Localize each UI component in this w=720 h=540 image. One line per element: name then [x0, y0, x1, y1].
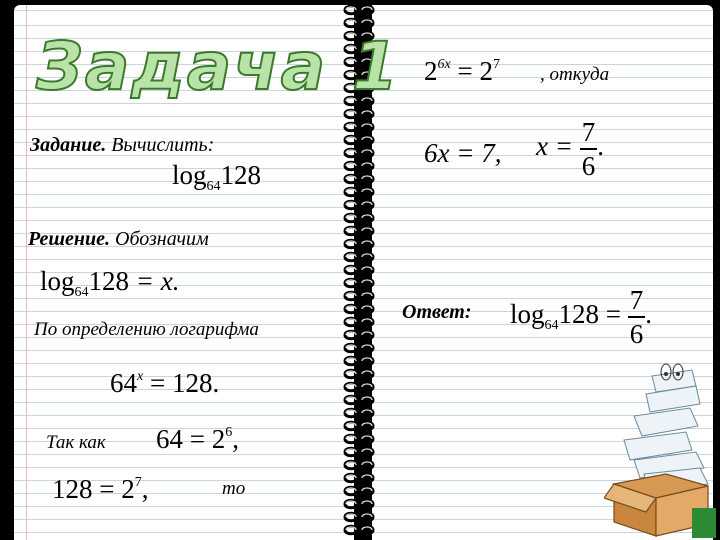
- spiral-ring: [342, 355, 376, 367]
- spiral-ring: [342, 251, 376, 263]
- spiral-ring: [342, 173, 376, 185]
- spiral-ring: [342, 433, 376, 445]
- solution-text: Обозначим: [115, 228, 209, 250]
- spiral-ring: [342, 407, 376, 419]
- spiral-ring: [342, 303, 376, 315]
- x-fraction: $\frac{7}{6}$: [581, 117, 596, 181]
- spiral-ring: [342, 147, 376, 159]
- task-label: Задание.: [30, 134, 107, 156]
- power-equation: 64$^x$ = 128.: [110, 368, 220, 398]
- answer-fraction: $\frac{7}{6}$: [629, 285, 644, 349]
- spiral-ring: [342, 498, 376, 510]
- spiral-ring: [342, 342, 376, 354]
- task-expression: $\log_{64}128$: [172, 160, 262, 194]
- spiral-ring: [342, 485, 376, 497]
- x-value-equation: x = $\frac{7}{6}$ .: [536, 117, 604, 181]
- spiral-ring: [342, 264, 376, 276]
- exponent-equation: $2^{6x} = 2^7$: [424, 56, 500, 86]
- spiral-ring: [342, 199, 376, 211]
- spiral-ring: [342, 4, 376, 16]
- spiral-ring: [342, 160, 376, 172]
- spiral-ring: [342, 134, 376, 146]
- spiral-ring: [342, 420, 376, 432]
- papers-box-illustration: [604, 356, 716, 538]
- spiral-ring: [342, 225, 376, 237]
- spiral-ring: [342, 121, 376, 133]
- answer-expression: $\log_{64}128$ = $\frac{7}{6}$ .: [510, 285, 652, 349]
- whence-text: , откуда: [540, 64, 610, 85]
- spiral-ring: [342, 368, 376, 380]
- spiral-ring: [342, 511, 376, 523]
- by-definition-text: По определению логарифма: [34, 319, 259, 340]
- equation-128: $128 = 2^7$,: [52, 474, 149, 504]
- task-heading: [30, 134, 214, 157]
- answer-label: Ответ:: [402, 301, 472, 323]
- spiral-ring: [342, 446, 376, 458]
- spiral-ring: [342, 108, 376, 120]
- since-text: Так как: [46, 432, 106, 453]
- spiral-ring: [342, 381, 376, 393]
- spiral-ring: [342, 277, 376, 289]
- then-text: то: [222, 478, 246, 499]
- solution-heading: [28, 228, 209, 251]
- solution-label: Решение.: [28, 228, 111, 250]
- spiral-ring: [342, 472, 376, 484]
- page-title: Задача 1: [36, 28, 401, 105]
- spiral-ring: [342, 212, 376, 224]
- spiral-ring: [342, 290, 376, 302]
- spiral-ring: [342, 459, 376, 471]
- spiral-ring: [342, 329, 376, 341]
- spiral-ring: [342, 394, 376, 406]
- spiral-ring: [342, 316, 376, 328]
- spiral-ring: [342, 524, 376, 536]
- equation-64: $64 = 2^6$,: [156, 424, 239, 454]
- definition-expression: $\log_{64}128 = x$.: [40, 266, 180, 300]
- task-text: Вычислить:: [111, 134, 215, 156]
- spiral-ring: [342, 186, 376, 198]
- spiral-ring: [342, 238, 376, 250]
- linear-equation: 6x = 7,: [424, 138, 502, 168]
